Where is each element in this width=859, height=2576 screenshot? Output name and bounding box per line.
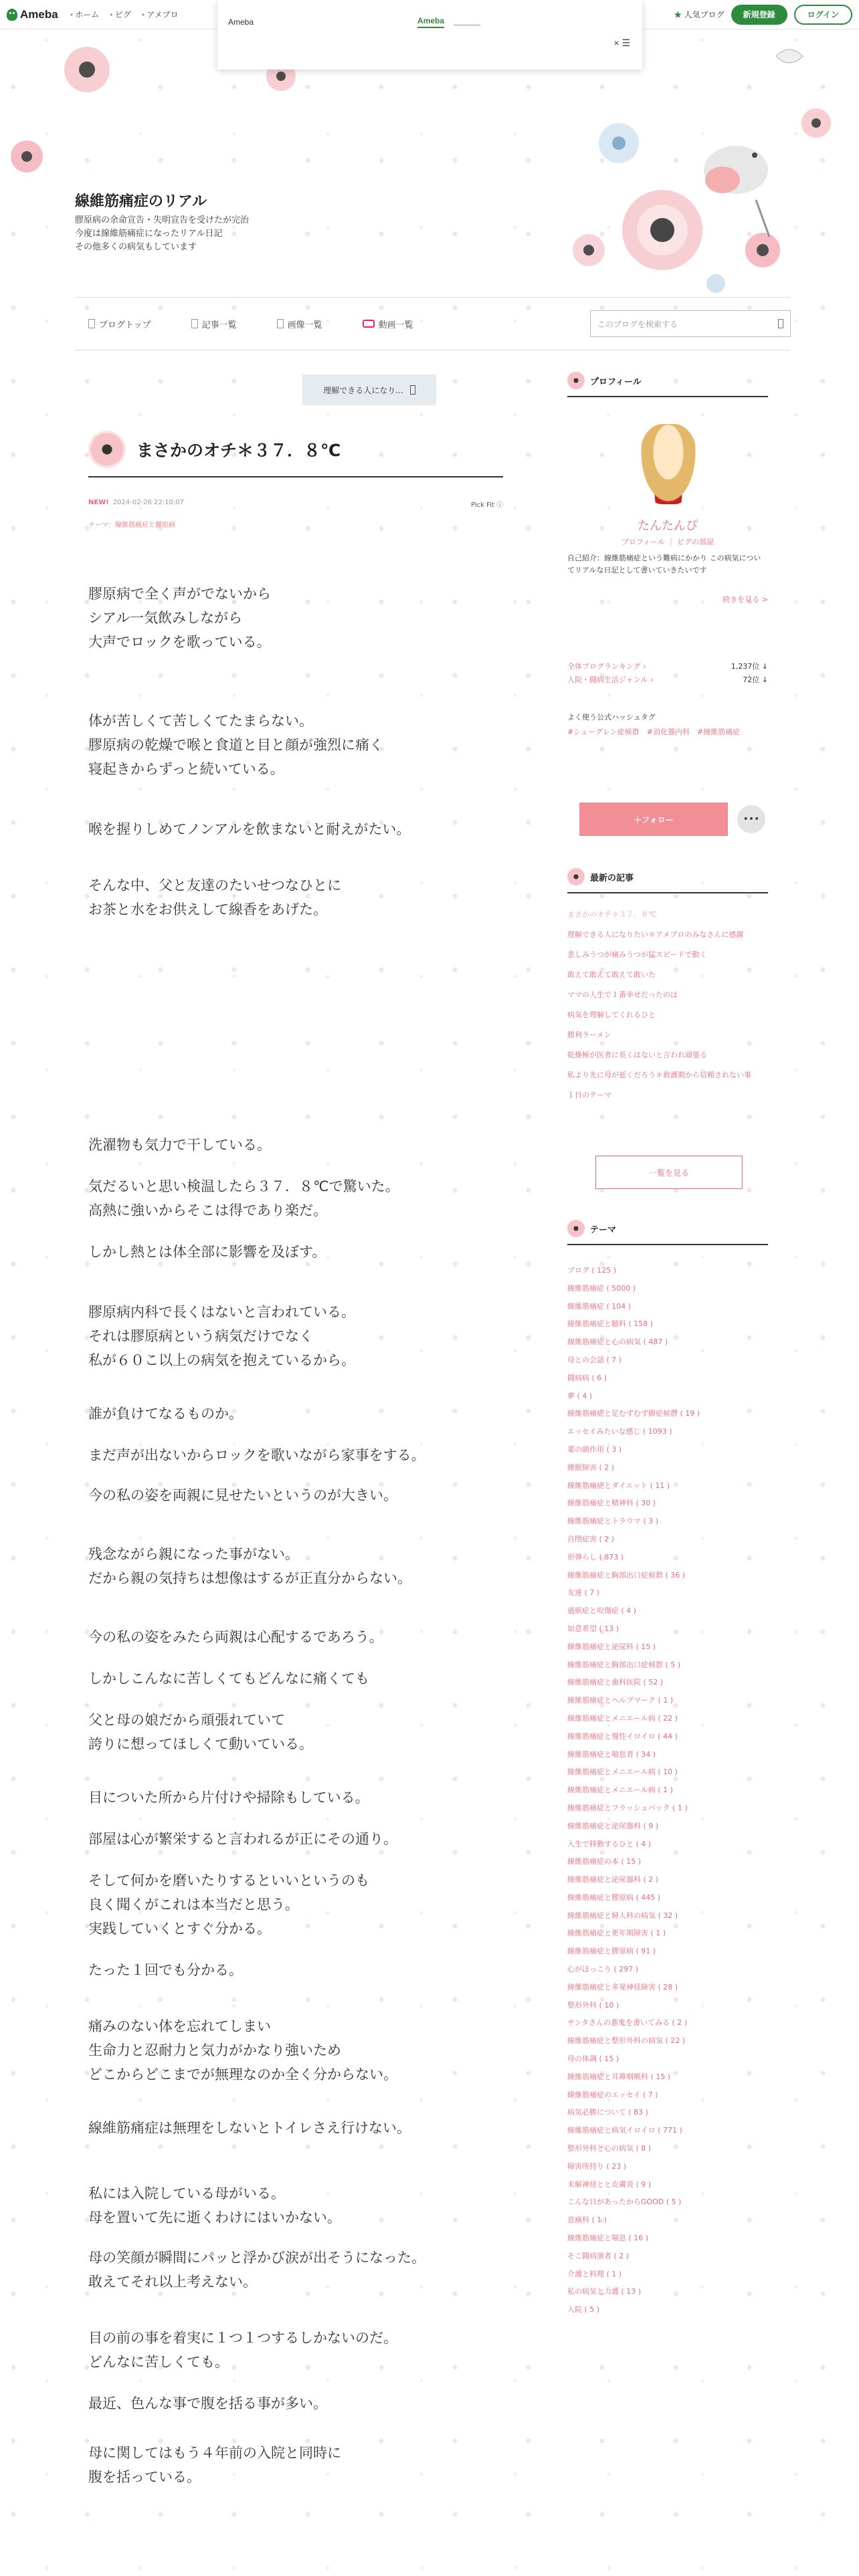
theme-item[interactable]: 線維筋痛症と聴料 ( 158 ) [567,1319,654,1329]
entry-header [88,431,503,477]
theme-item[interactable]: 線維筋痛症と精神科 ( 30 ) [567,1499,656,1508]
register-button[interactable]: 新規登録 [731,5,787,25]
search-icon[interactable] [778,319,783,328]
theme-item[interactable]: 線維筋痛症とトラウマ ( 3 ) [567,1517,659,1526]
paragraph: まだ声が出ないからロックを歌いながら家事をする。 [88,1447,425,1463]
theme-item[interactable]: 線維筋痛症とダイエット ( 11 ) [567,1481,670,1490]
paragraph: そんな中、父と友達のたいせつなひとに お茶と水をお供えして線香をあげた。 [88,877,341,918]
nav-entry-list[interactable] [191,318,237,330]
nav-video-list[interactable] [363,318,413,330]
theme-item[interactable]: 夢 ( 4 ) [567,1391,593,1400]
theme-item[interactable]: 形弾らし ( 873 ) [567,1552,624,1562]
list-item[interactable]: 私より先に母が逝くだろう＊救護期から信頼されない事 [567,1071,751,1079]
popup-tab[interactable]: Ameba [417,16,444,28]
theme-heading-label: テーマ [590,1224,617,1235]
theme-item[interactable]: 線維筋痛症と泌尿科 ( 15 ) [567,1642,656,1651]
list-item[interactable]: 悲しみうつが痛みうつが猛スピードで動く [567,950,707,959]
theme-item[interactable]: 線維筋痛症と心の病気 ( 487 ) [567,1337,668,1347]
list-item[interactable]: 病気を理解してくれるひと [567,1010,656,1019]
theme-item[interactable]: ブログ ( 125 ) [567,1266,617,1275]
view-all-button[interactable]: 一覧を見る [595,1156,743,1189]
theme-item[interactable]: 整形外科 ( 10 ) [567,2000,619,2010]
bookmark-icon [410,385,415,395]
login-button[interactable]: ログイン [794,5,852,25]
paragraph: 誰が負けてなるものか。 [88,1406,243,1422]
theme-item[interactable]: 線維筋痛症とメニエール病 ( 1 ) [567,1786,673,1795]
list-item[interactable]: １日のテーマ [567,1091,611,1099]
theme-item[interactable]: 闘病病 ( 6 ) [567,1373,607,1382]
blog-description: 膠原病の余命宣告・失明宣告を受けたが完治 今度は線維筋痛症になったリアル日記 その他多くの病気もしています [75,215,250,252]
theme-item[interactable]: エッセイみたいな感じ ( 1093 ) [567,1427,672,1436]
ranking-overall-label: 全体ブログランキング › [567,662,646,671]
theme-item[interactable]: 線維筋痛症のエッセイ ( 7 ) [567,2090,658,2099]
theme-item[interactable]: 睡眠障害 ( 2 ) [567,1463,615,1472]
nav-video-list-label: 動画一覧 [378,320,413,330]
anemone-icon [567,1220,585,1237]
paragraph: 部屋は心が繁栄すると言われるが正にその通り。 [88,1831,397,1847]
paragraph: 最近、色んな事で腹を括る事が多い。 [88,2395,327,2411]
popup-row [228,16,632,28]
home-icon [88,319,95,328]
theme-item[interactable]: 線維筋痛症と更年期障害 ( 1 ) [567,1929,666,1938]
profile-more-link[interactable]: 続きを見る > [723,595,768,604]
theme-item[interactable]: 線維筋痛症と泌尿器科 ( 2 ) [567,1875,659,1885]
paragraph: 残念ながら親になった事がない。 だから親の気持ちは想像はするが正直分からない。 [88,1546,411,1586]
theme-item[interactable]: 過眠症と咬傷症 ( 4 ) [567,1606,637,1616]
paragraph: 気だるいと思い検温したら３７．８℃で驚いた。 高熱に強いからそこは得であり楽だ。 [88,1178,399,1218]
entry-title[interactable]: まさかのオチ＊３７．８℃ [136,441,341,460]
article [75,350,516,2557]
theme-item[interactable]: 線維筋痛症と膠原病 ( 91 ) [567,1947,656,1956]
theme-item[interactable]: 線維筋痛症 ( 104 ) [567,1301,632,1311]
theme-item[interactable]: 入生で移動するひと ( 4 ) [567,1839,652,1848]
anemone-icon [567,868,585,885]
theme-item[interactable]: サンタさんの悪鬼を書いてみる ( 2 ) [567,2018,688,2028]
list-item[interactable]: まさかのオチ＊３７．８℃ [567,910,657,919]
theme-prefix: テーマ： [88,522,115,529]
paragraph: 目の前の事を着実に１つ１つするしかないのだ。 どんなに苦しくても。 [88,2330,397,2370]
understand-button-label: 理解できる人になり... [323,385,403,395]
paragraph: 目についた所から片付けや掃除もしている。 [88,1790,369,1806]
list-item[interactable]: 敢えて敢えて敢えて敢いた [567,970,656,979]
logo-text: Ameba [20,7,58,21]
theme-list [567,1265,768,2323]
theme-item[interactable]: 線維筋痛症 ( 5000 ) [567,1283,636,1293]
paragraph: そして何かを磨いたりするといいというのも 良く聞くがこれは本当だと思う。 実践していくとすぐ分かる。 [88,1872,369,1937]
theme-item[interactable]: 線維筋痛症とヘルプマーク ( 1 ) [567,1696,674,1705]
blog-nav [75,297,791,350]
recent-heading-label: 最新の記事 [590,873,634,883]
popular-blog-label: 人気ブログ [684,10,725,19]
theme-item[interactable]: 自閉症害 ( 2 ) [567,1534,615,1543]
theme-item[interactable]: 線維筋痛症とメニエール病 ( 10 ) [567,1767,678,1777]
paragraph: 体が苦しくて苦しくてたまらない。 膠原病の乾燥で喉と食道と目と顔が強烈に痛く 寝起きからずっと続いている。 [88,713,383,777]
hashtag-title: よく使う公式ハッシュタグ [567,713,656,722]
profile-links[interactable]: プロフィール ｜ ピグの部屋 [622,538,714,546]
theme-item[interactable]: 未解神経とと皮膚炎 ( 9 ) [567,2179,652,2189]
paragraph: たった１回でも分かる。 [88,1962,243,1978]
header-popup [217,0,642,70]
theme-item[interactable]: 線維筋痛症と胸部出口症候群 ( 5 ) [567,1660,681,1669]
list-icon [191,319,198,328]
nav-home[interactable]: • ホーム [70,9,100,20]
paragraph: 父と母の娘だから頑張れていて 誇りに想ってほしくて動いている。 [88,1712,313,1752]
understand-button[interactable] [302,374,436,405]
theme-link[interactable]: 線維筋痛症と膠原病 [115,522,175,529]
entry-date: 2024-02-26 22:10:07 [112,499,185,506]
recent-heading [567,868,768,893]
entry-meta [88,499,503,509]
entry-theme [88,519,175,529]
theme-item[interactable]: 線維筋痛症と病気イロイロ ( 771 ) [567,2126,682,2135]
avatar[interactable] [640,424,697,504]
paragraph: 喉を握りしめてノンアルを飲まないと耐えがたい。 [88,821,411,837]
paragraph: 今の私の姿をみたら両親は心配するであろう。 [88,1629,383,1645]
list-item[interactable]: ママの人生で１番幸せだったのは [567,990,678,999]
theme-item[interactable]: 線維筋痛症と泌尿器科 ( 9 ) [567,1821,659,1830]
list-item[interactable]: 勝利ラーメン [567,1031,611,1039]
theme-item[interactable]: 線維筋痛症と慢性イロイロ ( 44 ) [567,1731,678,1741]
theme-item[interactable]: 線維筋痛症と耳鼻咽喉科 ( 15 ) [567,2072,671,2081]
nav-blog-top[interactable] [88,318,151,330]
blog-search-input[interactable] [590,310,791,337]
profile-name[interactable]: たんたんぴ [638,519,698,533]
theme-item[interactable]: 病気必勝について ( 83 ) [567,2108,648,2117]
ranking-overall-value: 1,237位 ↓ [731,662,768,671]
popup-tab-placeholder[interactable] [454,19,480,25]
nav-pigg[interactable]: • ピグ [110,9,131,20]
paragraph: 洗濯物も気力で干している。 [88,1137,271,1153]
theme-item[interactable]: 入院 ( 5 ) [567,2305,600,2315]
sidebar [567,350,768,2557]
theme-item[interactable]: 線維筋痛症と足むずむず脚症候群 ( 19 ) [567,1409,700,1418]
blog-title[interactable]: 線維筋痛症のリアル [75,193,207,210]
ranking-genre-value: 72位 ↓ [743,675,768,684]
paragraph: 母に関してはもう４年前の入院と同時に 腹を括っている。 [88,2445,341,2485]
header-flower-decoration [0,29,859,297]
paragraph: 母の笑顔が瞬間にパッと浮かび涙が出そうになった。 敢えてそれ以上考えない。 [88,2250,425,2290]
paragraph: 膠原病内科で長くはないと言われている。 それは膠原病という病気だけでなく 私が６０こ以上の病気を抱えているから。 [88,1304,355,1368]
search-placeholder: このブログを検索する [597,319,678,329]
ameba-logo[interactable] [7,8,58,21]
paragraph: 痛みのない体を忘れてしまい 生命力と忍耐力と気力がかなり強いため どこからどこまでが無理なのか全く分からない。 [88,2018,397,2082]
theme-item[interactable]: 線維筋痛症とメニエール病 ( 22 ) [567,1713,678,1723]
theme-item[interactable]: 母との会話 ( 7 ) [567,1355,622,1364]
new-badge: NEW! [88,499,109,506]
nav-entry-list-label: 記事一覧 [201,320,237,330]
theme-item[interactable]: こんな日があったからGOOD ( 5 ) [567,2197,682,2207]
theme-item[interactable]: 母の体調 ( 15 ) [567,2054,619,2064]
theme-item[interactable]: 線維筋痛症と喘息 ( 16 ) [567,2234,649,2243]
theme-heading [567,1220,768,1245]
theme-item[interactable]: そこ闘病演者 ( 2 ) [567,2251,630,2260]
nav-image-list-label: 画像一覧 [287,320,322,330]
profile-heading [567,372,768,397]
theme-item[interactable]: 線維筋痛症とフラッシュバック ( 1 ) [567,1803,688,1812]
theme-item[interactable]: 薬の副作用 ( 3 ) [567,1444,622,1454]
paragraph: 私には入院している母がいる。 母を置いて先に逝くわけにはいかない。 [88,2185,341,2226]
theme-item[interactable]: 友達 ( 7 ) [567,1588,600,1598]
theme-item[interactable]: 線維筋痛症と歯科医院 ( 52 ) [567,1678,664,1687]
paragraph: 今の私の姿を両親に見せたいというのが大きい。 [88,1487,397,1503]
anemone-icon [567,372,585,389]
nav-ameblo[interactable]: • アメブロ [142,9,179,20]
theme-item[interactable]: 線維筋痛症と膠原病 ( 445 ) [567,1893,661,1902]
theme-item[interactable]: 線維筋痛症と整形外科の病気 ( 22 ) [567,2036,686,2046]
paragraph: しかし熱とは体全部に影響を及ぼす。 [88,1244,326,1260]
theme-item[interactable]: 障害所持り ( 23 ) [567,2161,627,2171]
recent-entries-list [567,909,768,1110]
theme-item[interactable]: 私の病気と力護 ( 13 ) [567,2287,642,2296]
ranking-genre[interactable] [567,674,768,685]
theme-item[interactable]: 如意希望 ( 13 ) [567,1624,619,1633]
pickfit-label[interactable]: Pick Fit ⓘ [471,502,503,509]
theme-item[interactable]: 整形外科と心の病気 ( 8 ) [567,2144,652,2153]
theme-item[interactable]: 息痛科 ( 1 ) [567,2216,607,2225]
popup-close-button[interactable]: × ☰ [613,37,630,48]
nav-blog-top-label: ブログトップ [99,320,151,330]
anemone-icon [88,431,126,468]
theme-item[interactable]: 介護と料理 ( 1 ) [567,2269,622,2278]
paragraph: 膠原病で全く声がでないから シアル一気飲みしながら 大声でロックを歌っている。 [88,586,271,650]
theme-item[interactable]: 線維筋痛症と喘息者 ( 34 ) [567,1749,656,1759]
theme-item[interactable]: 線維筋痛症の本 ( 15 ) [567,1857,642,1866]
theme-item[interactable]: 線維筋痛症と多発神経障害 ( 28 ) [567,1982,678,1992]
ranking-genre-label: 入院・闘病生活ジャンル › [567,675,654,684]
more-options-button[interactable]: ••• [737,805,765,833]
video-icon [363,320,375,328]
image-icon [277,319,284,328]
nav-image-list[interactable] [277,318,322,330]
profile-heading-label: プロフィール [590,377,642,387]
global-nav [70,9,179,20]
ameba-logo-icon [7,9,17,21]
ranking-overall[interactable] [567,661,768,671]
follow-button[interactable]: ＋フォロー [579,802,728,836]
crown-icon: ★ [674,10,682,19]
theme-item[interactable]: 心がほっこり ( 297 ) [567,1965,639,1974]
theme-item[interactable]: 線維筋痛症と胸部出口症候群 ( 36 ) [567,1570,686,1580]
paragraph: しかしこんなに苦しくてもどんなに痛くても [88,1671,369,1687]
hashtag-list[interactable]: #シェーグレン症候群 #消化器内科 #線維筋痛症 [567,728,741,736]
list-item[interactable]: 乾燥極が医者に長くはないと言われ頑張る [567,1051,707,1059]
popup-label: Ameba [228,17,254,27]
theme-item[interactable]: 線維筋痛症と婦人科の病気 ( 32 ) [567,1911,678,1920]
header-actions [674,5,852,25]
blog-header [0,29,859,297]
list-item[interactable]: 理解できる人になりたい＊アメブロのみなさんに感謝 [567,930,744,939]
profile-intro: 自己紹介：線維筋痛症という難病にかかり この病気についてリアルな日記として書いていきたいです [567,554,761,574]
popular-blog-link[interactable] [674,9,724,20]
paragraph: 線維筋痛症は無理をしないとトイレさえ行けない。 [88,2120,411,2136]
